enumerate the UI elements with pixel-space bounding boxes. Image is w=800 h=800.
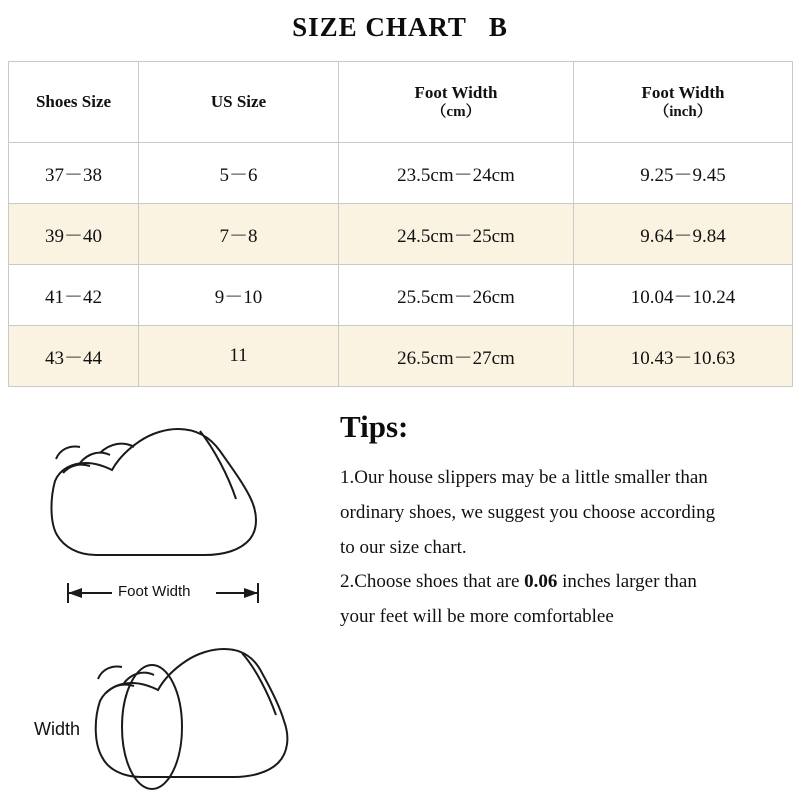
- table-row: [9, 265, 793, 326]
- bottom-section: [0, 401, 800, 791]
- width-ellipse-indicator: [122, 665, 182, 789]
- tips-line-1: 1.Our house slippers may be a little smaller than: [340, 467, 708, 488]
- cell-foot-width-cm: 23.5cm－24cm: [339, 143, 574, 204]
- page-title-main: SIZE CHART: [292, 12, 467, 42]
- header-text: Foot Width: [414, 83, 498, 102]
- cell-foot-width-inch: 9.64－9.84: [574, 204, 793, 265]
- table-row: [9, 143, 793, 204]
- header-text: US Size: [210, 92, 267, 112]
- foot-bottom-icon: [96, 649, 288, 789]
- foot-width-label: Foot Width: [118, 583, 191, 600]
- table-header-row: [9, 62, 793, 143]
- tips-line-5: your feet will be more comfortablee: [340, 606, 614, 628]
- table-row: [9, 204, 793, 265]
- tips-line-4-a: 2.Choose shoes that are: [340, 571, 525, 593]
- tips-line-4: [340, 567, 786, 598]
- size-chart-table-wrapper: [8, 61, 792, 387]
- page-title: [0, 0, 800, 43]
- table-row: [9, 326, 793, 387]
- foot-diagram-column: [0, 401, 320, 791]
- cell-foot-width-cm: 26.5cm－27cm: [339, 326, 574, 387]
- column-header-us-size: [139, 62, 339, 143]
- cell-foot-width-inch: 9.25－9.45: [574, 143, 793, 204]
- tips-line-3: to our size chart.: [340, 536, 467, 558]
- column-header-foot-width-cm: [339, 62, 574, 143]
- cell-foot-width-inch: 10.04－10.24: [574, 265, 793, 326]
- header-subtext: （cm）: [431, 104, 481, 121]
- header-text: Foot Width: [641, 83, 725, 102]
- tips-line-4-emphasis: 0.06: [524, 571, 558, 593]
- cell-shoes-size: 39－40: [9, 204, 139, 265]
- header-subtext: （inch）: [654, 104, 712, 121]
- tips-heading: Tips:: [340, 409, 409, 444]
- cell-shoes-size: 41－42: [9, 265, 139, 326]
- cell-us-size: 5－6: [139, 143, 339, 204]
- cell-foot-width-cm: 24.5cm－25cm: [339, 204, 574, 265]
- header-text: Shoes Size: [35, 92, 112, 112]
- column-header-shoes-size: [9, 62, 139, 143]
- cell-us-size: 9－10: [139, 265, 339, 326]
- cell-us-size: 11: [139, 326, 339, 387]
- tips-line-2: ordinary shoes, we suggest you choose according: [340, 501, 716, 523]
- cell-us-size: 7－8: [139, 204, 339, 265]
- tips-line-4-c: inches larger than: [557, 571, 697, 593]
- cell-foot-width-cm: 25.5cm－26cm: [339, 265, 574, 326]
- width-label: Width: [34, 719, 81, 739]
- cell-shoes-size: 43－44: [9, 326, 139, 387]
- size-chart-table: [8, 61, 793, 387]
- page-title-suffix: B: [488, 12, 508, 42]
- tips-column: [336, 409, 786, 637]
- cell-shoes-size: 37－38: [9, 143, 139, 204]
- cell-foot-width-inch: 10.43－10.63: [574, 326, 793, 387]
- foot-top-icon: [0, 401, 256, 555]
- column-header-foot-width-inch: [574, 62, 793, 143]
